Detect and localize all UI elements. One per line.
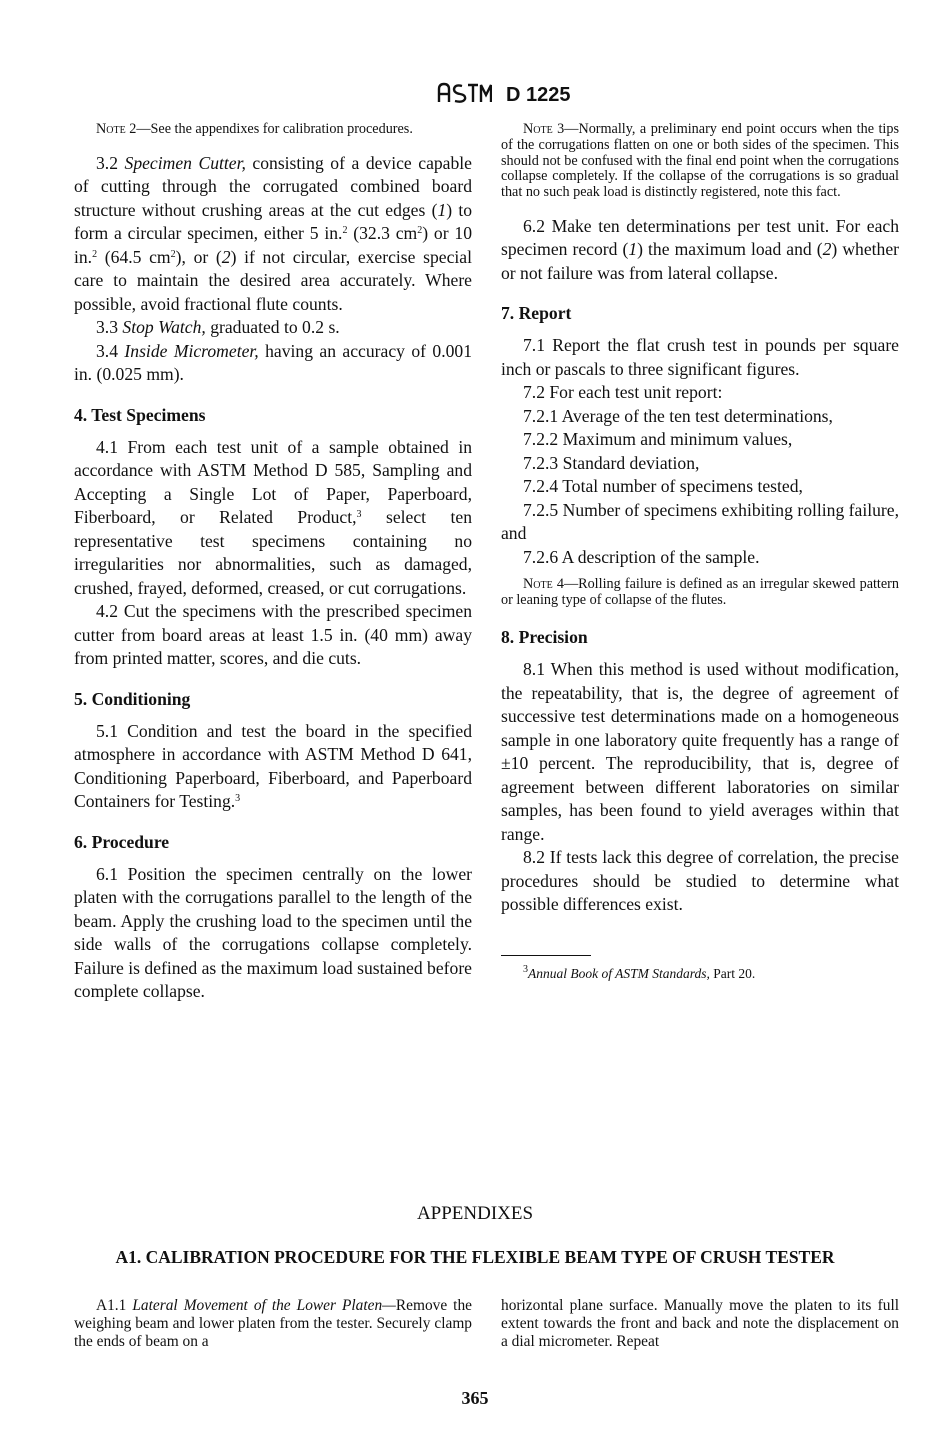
section-6-1: 6.1 Position the specimen centrally on the lower platen with the corrugations parallel to the length of the beam. Apply the crushing load to the specimen until the side walls of the corrugations collapse completely. Failure is defined as the maximum load sustained before complete collapse. xyxy=(74,863,472,1002)
section-4-1: 4.1 From each test unit of a sample obtained in accordance with ASTM Method D 585, Sampling and Accepting a Single Lot of Paper, Paperboard, Fiberboard, or Related Product,$^3$ select ten representative test specimens containing no irregularities nor abnormalities, such as damaged, crushed, frayed, deformed, creased, or cut corrugations. xyxy=(74,436,473,598)
section-7-2: 7.2 For each test unit report: xyxy=(523,382,723,403)
section-3-3: 3.3 Stop Watch, graduated to 0.2 s. xyxy=(96,317,340,338)
heading-procedure: 6. Procedure xyxy=(74,831,170,852)
section-4-2: 4.2 Cut the specimens with the prescribed specimen cutter from board areas at least 1.5 in. (40 mm) away from printed matter, scores, and die cuts. xyxy=(74,601,472,669)
section-8-2: 8.2 If tests lack this degree of correlation, the precise procedures should be studied to determine what possible differences exist. xyxy=(501,847,899,915)
heading-precision: 8. Precision xyxy=(501,627,588,648)
note-3: Note 3—Normally, a preliminary end point occurs when the tips of the corrugations flatten on one or both sides of the specimen. This should not be confused with the final end point when the corrugations collapse completely. If the collapse of the corrugations is so gradual that no such peak load is distinctly registered, note this fact. xyxy=(501,121,899,201)
section-7-2-3: 7.2.3 Standard deviation, xyxy=(523,452,700,473)
right-column xyxy=(501,122,899,982)
document-number: D 1225 xyxy=(506,84,571,106)
section-5-1: 5.1 Condition and test the board in the specified atmosphere in accordance with ASTM Method D 641, Conditioning Paperboard, Fiberboard, and Paperboard Containers for Testing.$^3$ xyxy=(74,720,472,812)
section-a1-1-continued: horizontal plane surface. Manually move the platen to its full extent towards the front and back and note the displacement on a dial micrometer. Repeat xyxy=(501,1297,899,1350)
appendix-subtitle: A1. CALIBRATION PROCEDURE FOR THE FLEXIBLE BEAM TYPE OF CRUSH TESTER xyxy=(115,1247,835,1267)
section-3-2: 3.2 Specimen Cutter, consisting of a device capable of cutting through the corrugated combined board structure without crushing areas at the cut edges (1) to form a circular specimen, either 5 in.$^2$ (32.3 $cm^2$) or 10 in.$^2$ (64.5 $cm^2$), or (2) if not circular, exercise special care to maintain the desired area accurately. Where possible, avoid fractional flute counts. xyxy=(74,152,473,314)
heading-test-specimens: 4. Test Specimens xyxy=(74,404,206,425)
section-3-4: 3.4 Inside Micrometer, having an accuracy of 0.001 in. (0.025 mm). xyxy=(74,340,472,385)
section-7-2-6: 7.2.6 A description of the sample. xyxy=(523,546,760,567)
left-column xyxy=(74,122,472,1004)
section-7-1: 7.1 Report the flat crush test in pounds per square inch or pascals to three significant figures. xyxy=(501,335,899,379)
footnote-rule xyxy=(501,955,591,956)
heading-conditioning: 5. Conditioning xyxy=(74,688,191,709)
heading-report: 7. Report xyxy=(501,303,572,324)
note-4: Note 4—Rolling failure is defined as an irregular skewed pattern or leaning type of collapse of the flutes. xyxy=(501,576,899,609)
section-7-2-5: 7.2.5 Number of specimens exhibiting rolling failure, and xyxy=(501,499,899,544)
section-8-1: 8.1 When this method is used without modification, the repeatability, that is, the degree of agreement of successive test determinations made on a homogeneous sample in one laboratory quite frequently has a range of ±10 percent. The reproducibility, that is, degree of agreement between different laboratories on similar samples, has been found to yield averages within that range. xyxy=(501,659,899,844)
appendix-title: APPENDIXES xyxy=(416,1203,534,1224)
page-number: 365 xyxy=(461,1388,489,1408)
section-a1-1: A1.1 Lateral Movement of the Lower Platen—Remove the weighing beam and lower platen from the tester. Securely clamp the ends of beam on a xyxy=(74,1297,472,1350)
astm-logo-icon xyxy=(436,82,492,104)
section-6-2: 6.2 Make ten determinations per test unit. For each specimen record (1) the maximum load and (2) whether or not failure was from lateral collapse. xyxy=(501,215,899,283)
section-7-2-4: 7.2.4 Total number of specimens tested, xyxy=(523,476,803,497)
section-7-2-2: 7.2.2 Maximum and minimum values, xyxy=(523,429,793,450)
note-2: Note 2—See the appendixes for calibration procedures. xyxy=(96,121,413,137)
footnote-3: $^3$Annual Book of ASTM Standards, Part 20. xyxy=(523,963,756,981)
section-7-2-1: 7.2.1 Average of the ten test determinations, xyxy=(523,405,833,426)
